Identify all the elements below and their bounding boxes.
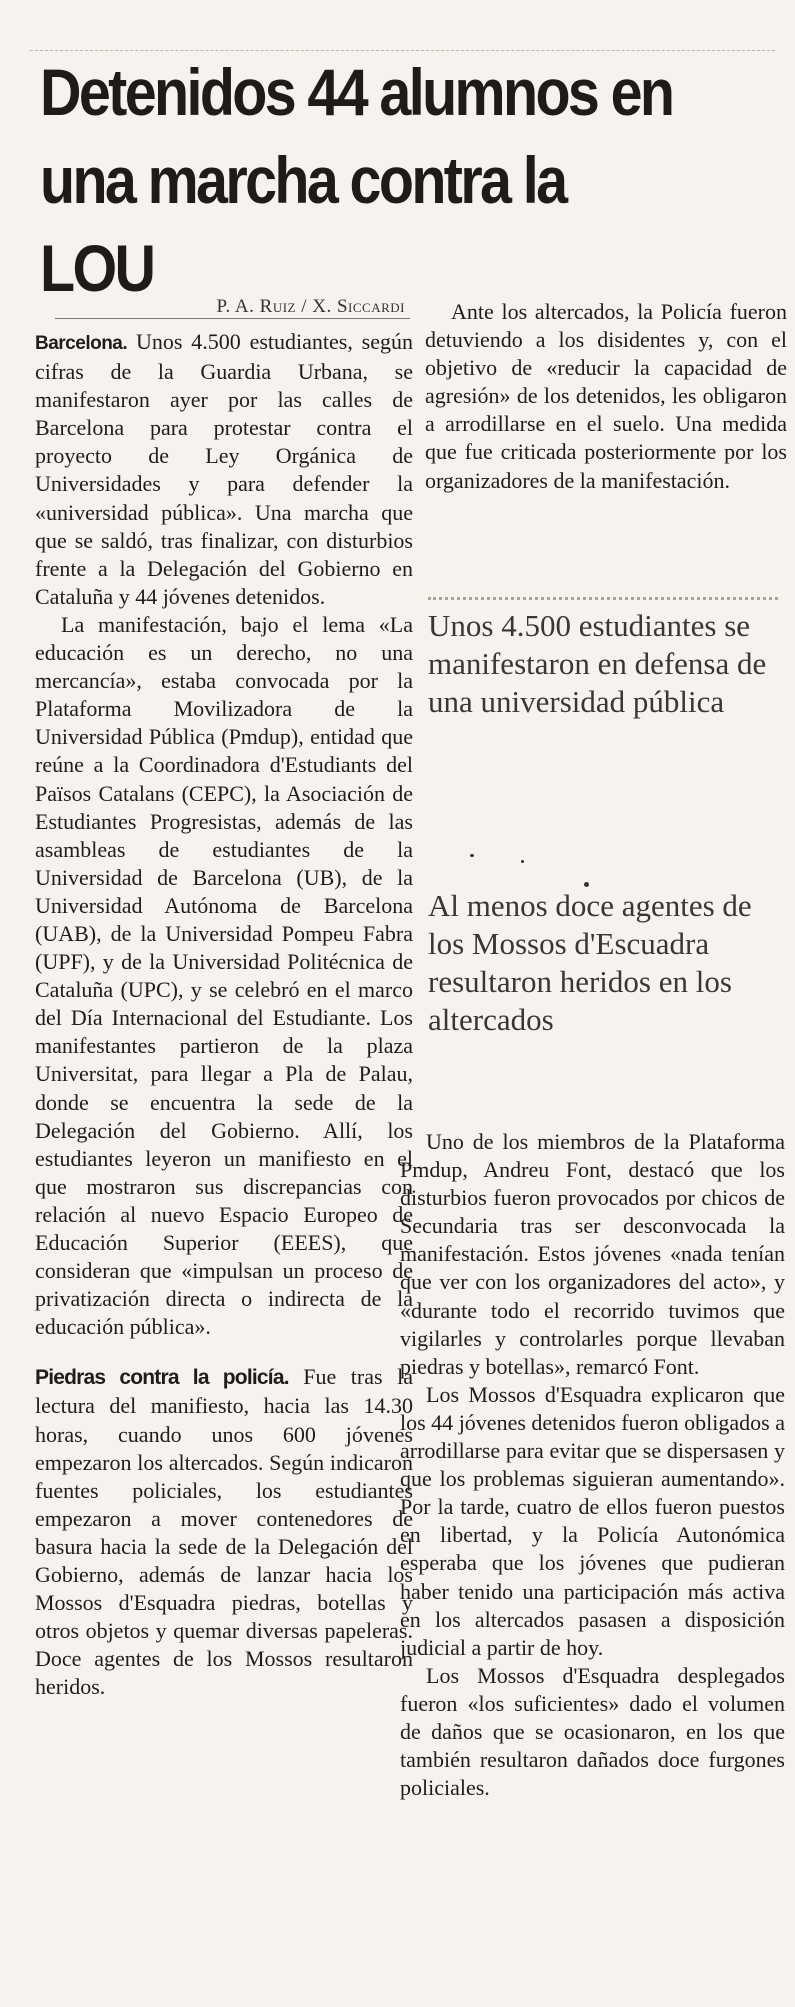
left-column — [35, 328, 413, 1702]
headline: Detenidos 44 alumnos en una marcha contra la LOU — [40, 55, 673, 305]
paragraph-1-text: Unos 4.500 estudiantes, según cifras de la Guardia Urbana, se manifestaron ayer por las calles de Barcelona para protestar contra el proyecto de Ley Orgánica de Universidades y para defender la «universidad pública». Una marcha que que se saldó, tras finalizar, con disturbios frente a la Delegación del Gobierno en Cataluña y 44 jóvenes detenidos. — [35, 329, 413, 609]
pull-quote-1: Unos 4.500 estudiantes se manifestaron en defensa de una universidad pública — [428, 608, 767, 719]
pull-quote-2: Al menos doce agentes de los Mossos d'Escuadra resultaron heridos en los altercados — [428, 888, 752, 1037]
paragraph-1 — [35, 328, 413, 611]
byline: P. A. Ruiz / X. Siccardi — [216, 296, 405, 317]
print-speck — [521, 860, 524, 863]
paragraph-right-1: Ante los altercados, la Policía fueron detuviendo a los disidentes y, con el objetivo de «reducir la capacidad de agresión» de los detenidos, les obligaron a arrodillarse en el suelo. Una medida que fue criticada posteriormente por los organizadores de la manifestación. — [425, 299, 787, 493]
paragraph-right-3: Los Mossos d'Esquadra explicaron que los 44 jóvenes detenidos fueron obligados a arrodillarse para evitar que se dispersasen y que los problemas siguieran aumentando». Por la tarde, cuatro de ellos fueron puestos en libertad, y la Policía Autonómica esperaba que los jóvenes que pudieran haber tenido una participación más activa en los altercados pasasen a disposición judicial a partir de hoy. — [400, 1381, 785, 1660]
paragraph-spacer — [35, 1341, 413, 1363]
section-subhead: Piedras contra la policía. — [35, 1366, 289, 1390]
byline-divider — [55, 318, 410, 319]
right-column-top — [425, 298, 787, 495]
right-column-bottom — [400, 1128, 785, 1802]
paragraph-right-2: Uno de los miembros de la Plataforma Pmdup, Andreu Font, destacó que los disturbios fueron provocados por chicos de Secundaria tras ser desconvocada la manifestación. Estos jóvenes «nada tenían que ver con los organizadores del acto», y «durante todo el recorrido tuvimos que vigilarles y controlarles porque llevaban piedras y botellas», remarcó Font. — [400, 1129, 785, 1379]
print-speck — [470, 854, 474, 857]
paragraph-3-text: Fue tras la lectura del manifiesto, hacia las 14.30 horas, cuando unos 600 jóvenes empezaron los altercados. Según indicaron fuentes policiales, los estudiantes empezaron a mover contenedores de basura hacia la sede de la Delegación del Gobierno, además de lanzar hacia los Mossos d'Esquadra piedras, botellas y otros objetos y quemar diversas papeleras. Doce agentes de los Mossos resultaron heridos. — [35, 1364, 413, 1700]
paragraph-3 — [35, 1363, 413, 1701]
pull-quote-divider — [428, 597, 778, 600]
dateline: Barcelona. — [35, 333, 128, 354]
paragraph-right-4: Los Mossos d'Esquadra desplegados fueron «los suficientes» dado el volumen de daños que se ocasionaron, en los que también resultaron dañados doce furgones policiales. — [400, 1662, 785, 1801]
paragraph-2: La manifestación, bajo el lema «La educación es un derecho, no una mercancía», estaba convocada por la Plataforma Movilizadora de la Universidad Pública (Pmdup), entidad que reúne a la Coordinadora d'Estudiants del Països Catalans (CEPC), la Asociación de Estudiantes Progresistas, además de las asambleas de estudiantes de la Universidad de Barcelona (UB), de la Universidad Autónoma de Barcelona (UAB), de la Universidad Pompeu Fabra (UPF), y de la Universidad Politécnica de Cataluña (UPC), y se celebró en el marco del Día Internacional del Estudiante. Los manifestantes partieron de la plaza Universitat, para llegar a Pla de Palau, donde se encuentra la sede de la Delegación del Gobierno. Allí, los estudiantes leyeron un manifiesto en el que mostraron sus discrepancias con relación al nuevo Espacio Europeo de Educación Superior (EEES), que consideran que «impulsan un proceso de privatización directa o indirecta de la educación pública». — [35, 611, 413, 1340]
